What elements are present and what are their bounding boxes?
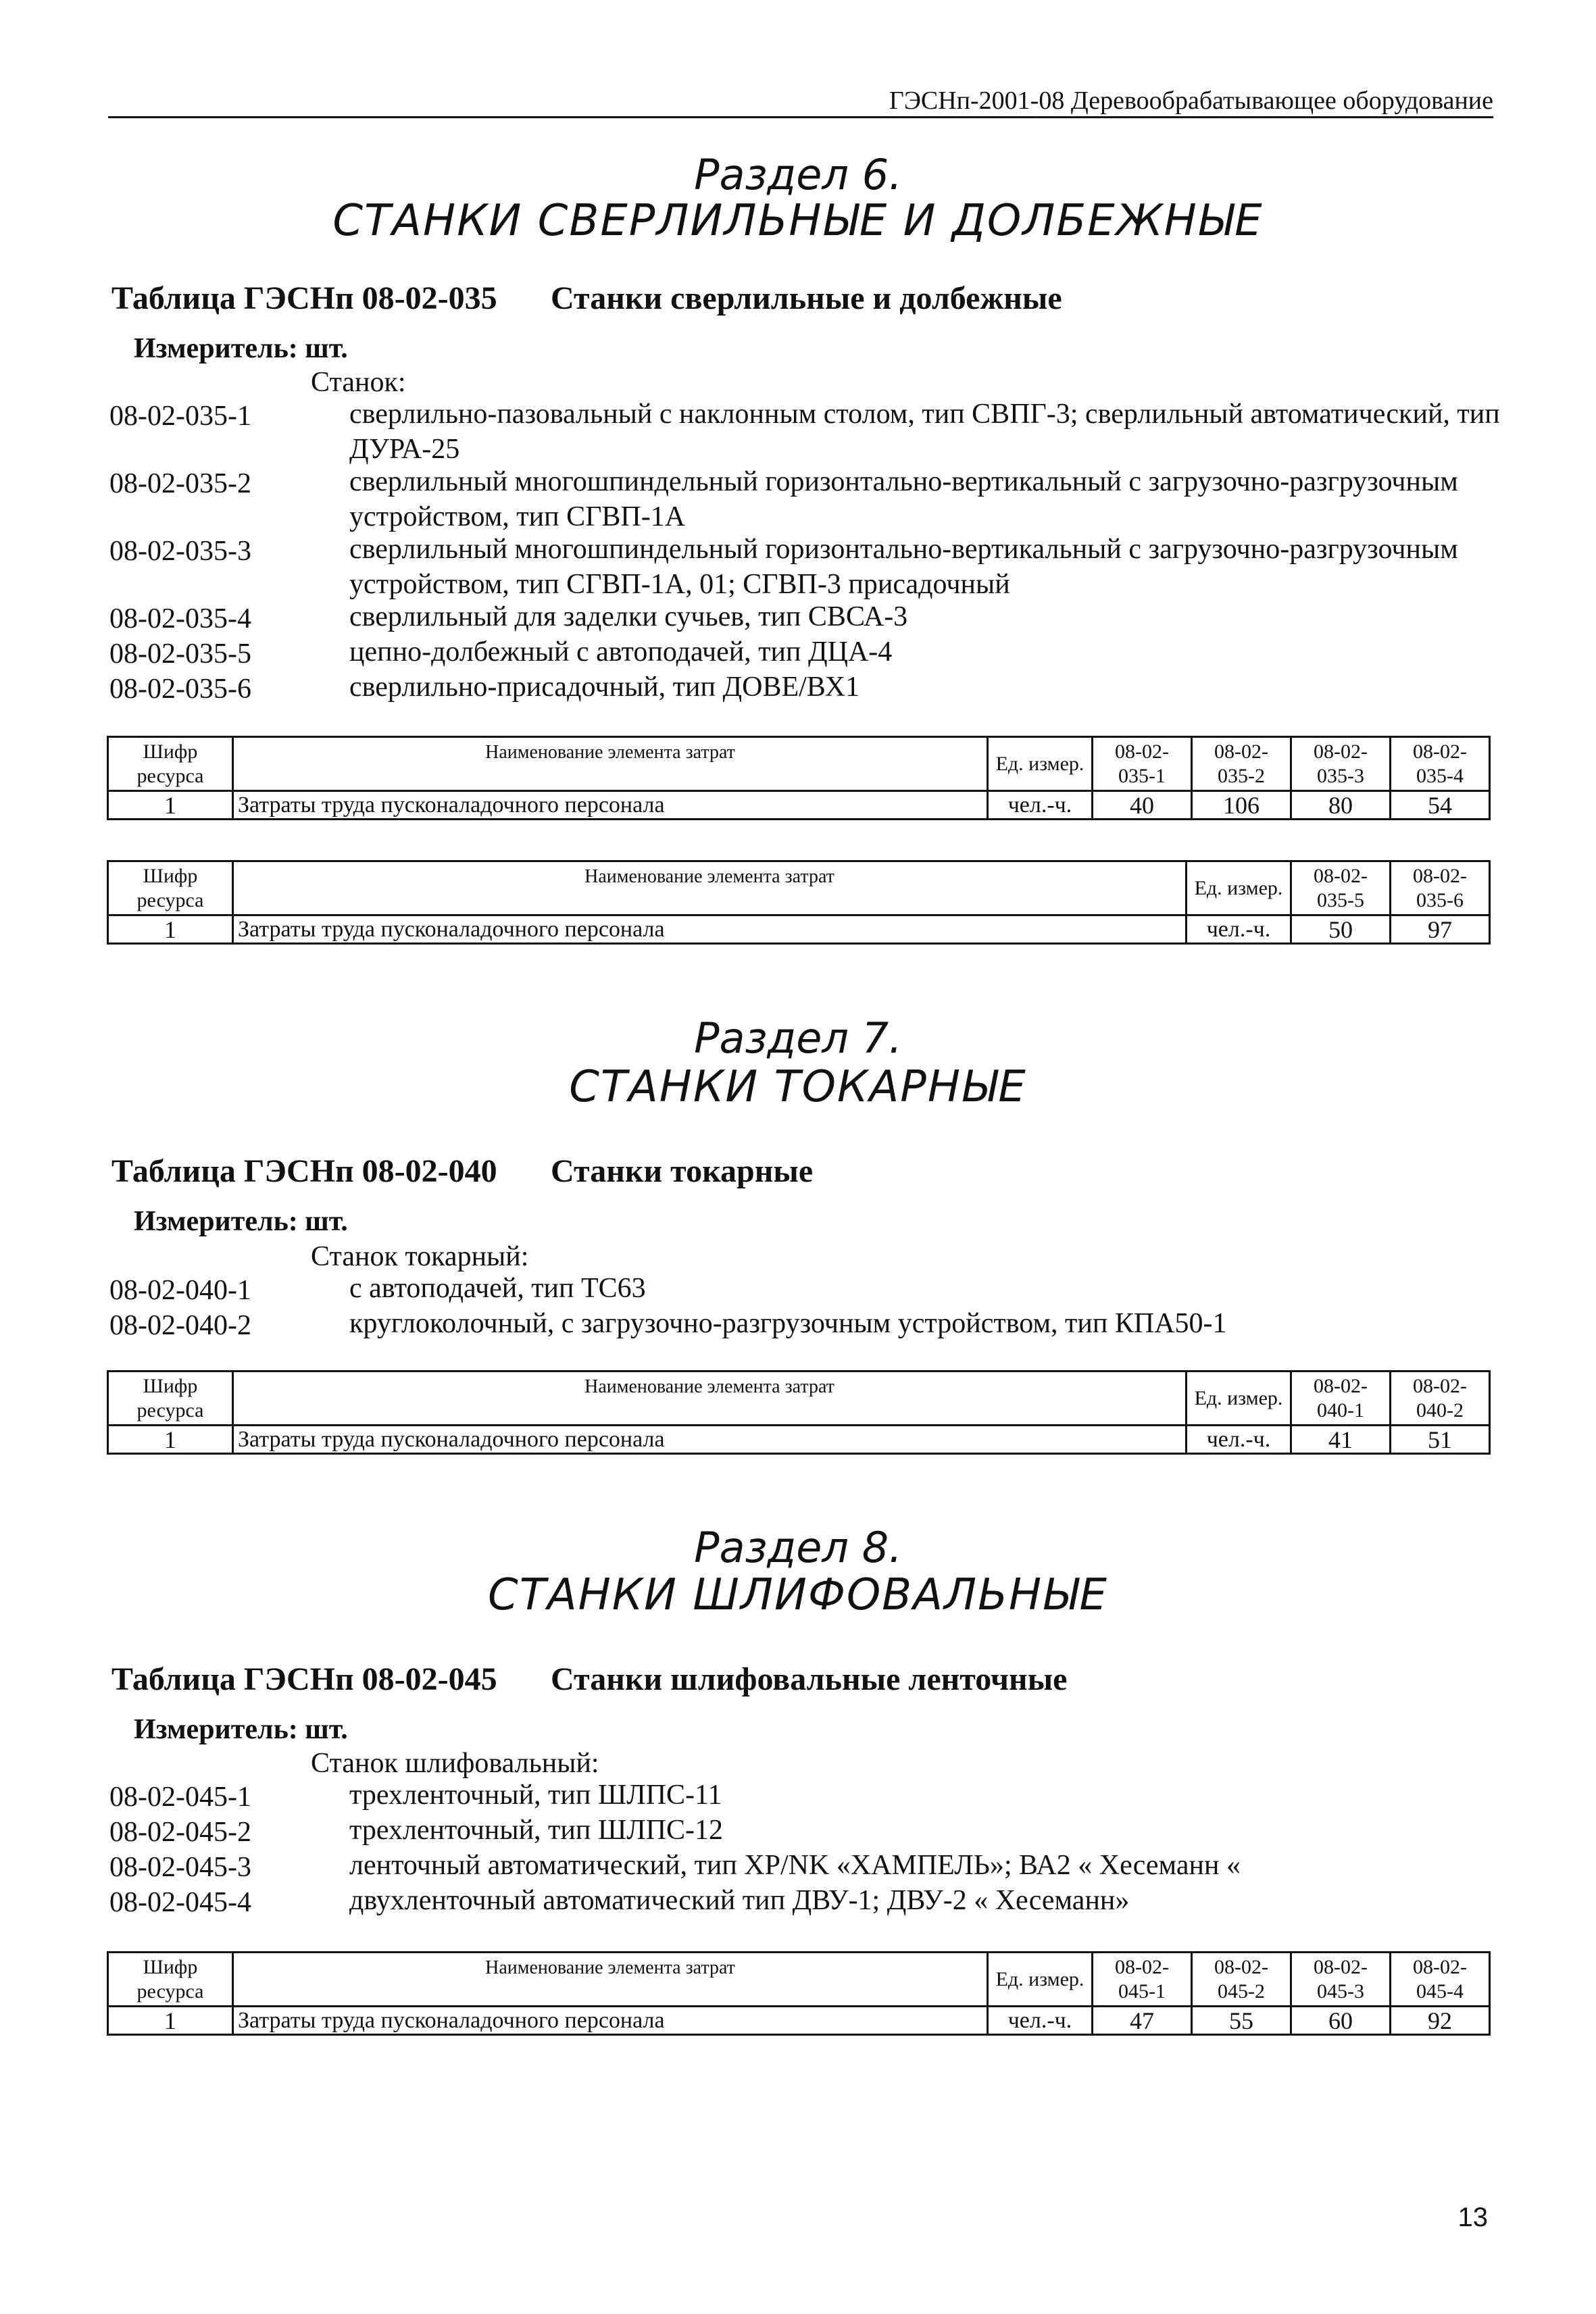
resource-table bbox=[107, 1951, 1491, 2036]
col-header-name: Наименование элемента затрат bbox=[233, 1372, 1187, 1426]
lead-text: Станок токарный: bbox=[311, 1241, 529, 1272]
item-code: 08-02-035-2 bbox=[109, 468, 251, 499]
cell-value: 41 bbox=[1291, 1426, 1391, 1454]
table-row bbox=[108, 915, 1490, 944]
cell-value: 54 bbox=[1391, 791, 1490, 820]
section-7-label: Раздел 7. bbox=[694, 1013, 902, 1063]
item-code: 08-02-035-1 bbox=[109, 401, 251, 432]
item-code: 08-02-045-1 bbox=[109, 1782, 251, 1813]
table-name: Станки токарные bbox=[551, 1153, 814, 1189]
cell-unit: чел.-ч. bbox=[988, 791, 1093, 820]
col-header-column: 08-02- 045-2 bbox=[1192, 1953, 1291, 2007]
item-code: 08-02-035-3 bbox=[109, 536, 251, 567]
item-code: 08-02-035-4 bbox=[109, 603, 251, 634]
col-header-column: 08-02- 035-3 bbox=[1291, 737, 1391, 791]
resource-table bbox=[107, 1370, 1491, 1455]
col-header-column: 08-02- 035-5 bbox=[1291, 861, 1391, 915]
item-code: 08-02-045-2 bbox=[109, 1817, 251, 1848]
col-header-name: Наименование элемента затрат bbox=[233, 737, 988, 791]
unit-label: Измеритель: шт. bbox=[134, 333, 348, 364]
cell-value: 50 bbox=[1291, 915, 1391, 944]
col-header-column: 08-02- 040-1 bbox=[1291, 1372, 1391, 1426]
item-desc: сверлильный многошпиндельный горизонтально-вертикальный с загрузочно-разгрузочным устройством, тип СГВП-1А bbox=[349, 466, 1458, 532]
cell-unit: чел.-ч. bbox=[988, 2007, 1093, 2035]
table-name: Станки шлифовальные ленточные bbox=[551, 1661, 1068, 1697]
item-desc: трехленточный, тип ШЛПС-12 bbox=[349, 1815, 724, 1846]
item-desc: сверлильно-пазовальный с наклонным столом, тип СВПГ-3; сверлильный автоматический, тип ДУРА-25 bbox=[349, 399, 1500, 465]
cell-unit: чел.-ч. bbox=[1187, 915, 1291, 944]
unit-label: Измеритель: шт. bbox=[134, 1714, 348, 1745]
col-header-unit: Ед. измер. bbox=[988, 737, 1093, 791]
cell-value: 40 bbox=[1093, 791, 1192, 820]
cell-value: 47 bbox=[1093, 2007, 1192, 2035]
cell-value: 80 bbox=[1291, 791, 1391, 820]
table-code: Таблица ГЭСНп 08-02-040 bbox=[111, 1153, 497, 1189]
item-desc: сверлильно-присадочный, тип ДОВЕ/ВХ1 bbox=[349, 672, 860, 703]
section-6-title: СТАНКИ СВЕРЛИЛЬНЫЕ И ДОЛБЕЖНЫЕ bbox=[332, 196, 1264, 246]
table-name: Станки сверлильные и долбежные bbox=[551, 280, 1062, 316]
item-desc: сверлильный для заделки сучьев, тип СВСА-3 bbox=[349, 601, 908, 632]
cell-value: 51 bbox=[1391, 1426, 1490, 1454]
item-code: 08-02-035-6 bbox=[109, 674, 251, 705]
col-header-column: 08-02- 035-6 bbox=[1391, 861, 1490, 915]
cell-code: 1 bbox=[108, 915, 233, 944]
resource-table bbox=[107, 736, 1491, 820]
col-header-code: Шифр ресурса bbox=[108, 1372, 233, 1426]
col-header-code: Шифр ресурса bbox=[108, 737, 233, 791]
page-number: 13 bbox=[1457, 2203, 1488, 2232]
cell-value: 106 bbox=[1192, 791, 1291, 820]
item-code: 08-02-045-4 bbox=[109, 1887, 251, 1918]
cell-value: 97 bbox=[1391, 915, 1490, 944]
col-header-unit: Ед. измер. bbox=[1187, 1372, 1291, 1426]
unit-label: Измеритель: шт. bbox=[134, 1206, 348, 1237]
table-row bbox=[108, 791, 1490, 820]
table-row bbox=[108, 2007, 1490, 2035]
item-desc: круглоколочный, с загрузочно-разгрузочным устройством, тип КПА50-1 bbox=[349, 1308, 1227, 1339]
col-header-name: Наименование элемента затрат bbox=[233, 1953, 988, 2007]
cell-value: 55 bbox=[1192, 2007, 1291, 2035]
cell-code: 1 bbox=[108, 1426, 233, 1454]
running-header: ГЭСНп-2001-08 Деревообрабатывающее оборудование bbox=[108, 85, 1493, 118]
item-code: 08-02-035-5 bbox=[109, 638, 251, 670]
item-desc: двухленточный автоматический тип ДВУ-1; ДВУ-2 « Хесеманн» bbox=[349, 1885, 1130, 1916]
section-8-label: Раздел 8. bbox=[694, 1523, 902, 1572]
cell-name: Затраты труда пусконаладочного персонала bbox=[233, 791, 988, 820]
item-desc: трехленточный, тип ШЛПС-11 bbox=[349, 1780, 722, 1811]
col-header-column: 08-02- 045-1 bbox=[1093, 1953, 1192, 2007]
section-8-title: СТАНКИ ШЛИФОВАЛЬНЫЕ bbox=[488, 1570, 1108, 1620]
item-code: 08-02-040-1 bbox=[109, 1275, 251, 1306]
lead-text: Станок шлифовальный: bbox=[311, 1748, 599, 1779]
cell-unit: чел.-ч. bbox=[1187, 1426, 1291, 1454]
table-045-heading bbox=[111, 1661, 1067, 1698]
col-header-code: Шифр ресурса bbox=[108, 861, 233, 915]
cell-name: Затраты труда пусконаладочного персонала bbox=[233, 915, 1187, 944]
table-code: Таблица ГЭСНп 08-02-045 bbox=[111, 1661, 497, 1697]
cell-name: Затраты труда пусконаладочного персонала bbox=[233, 1426, 1187, 1454]
cell-name: Затраты труда пусконаладочного персонала bbox=[233, 2007, 988, 2035]
col-header-column: 08-02- 040-2 bbox=[1391, 1372, 1490, 1426]
item-code: 08-02-045-3 bbox=[109, 1852, 251, 1883]
cell-value: 92 bbox=[1391, 2007, 1490, 2035]
resource-table bbox=[107, 860, 1491, 945]
item-desc: сверлильный многошпиндельный горизонтально-вертикальный с загрузочно-разгрузочным устройством, тип СГВП-1А, 01; СГВП-3 присадочный bbox=[349, 534, 1458, 600]
cell-code: 1 bbox=[108, 791, 233, 820]
col-header-column: 08-02- 035-1 bbox=[1093, 737, 1192, 791]
item-desc: цепно-долбежный с автоподачей, тип ДЦА-4 bbox=[349, 636, 893, 668]
col-header-column: 08-02- 045-4 bbox=[1391, 1953, 1490, 2007]
col-header-name: Наименование элемента затрат bbox=[233, 861, 1187, 915]
item-desc: ленточный автоматический, тип XP/NK «ХАМПЕЛЬ»; ВА2 « Хесеманн « bbox=[349, 1850, 1241, 1881]
item-desc: с автоподачей, тип ТС63 bbox=[349, 1273, 646, 1304]
col-header-unit: Ед. измер. bbox=[1187, 861, 1291, 915]
section-6-label: Раздел 6. bbox=[694, 150, 902, 199]
table-040-heading bbox=[111, 1153, 813, 1190]
col-header-column: 08-02- 035-2 bbox=[1192, 737, 1291, 791]
col-header-unit: Ед. измер. bbox=[988, 1953, 1093, 2007]
table-035-heading bbox=[111, 280, 1062, 317]
cell-code: 1 bbox=[108, 2007, 233, 2035]
table-row bbox=[108, 1426, 1490, 1454]
col-header-column: 08-02- 035-4 bbox=[1391, 737, 1490, 791]
col-header-column: 08-02- 045-3 bbox=[1291, 1953, 1391, 2007]
item-code: 08-02-040-2 bbox=[109, 1310, 251, 1341]
col-header-code: Шифр ресурса bbox=[108, 1953, 233, 2007]
cell-value: 60 bbox=[1291, 2007, 1391, 2035]
section-7-title: СТАНКИ ТОКАРНЫЕ bbox=[569, 1062, 1027, 1112]
lead-text: Станок: bbox=[311, 367, 406, 398]
table-code: Таблица ГЭСНп 08-02-035 bbox=[111, 280, 497, 316]
